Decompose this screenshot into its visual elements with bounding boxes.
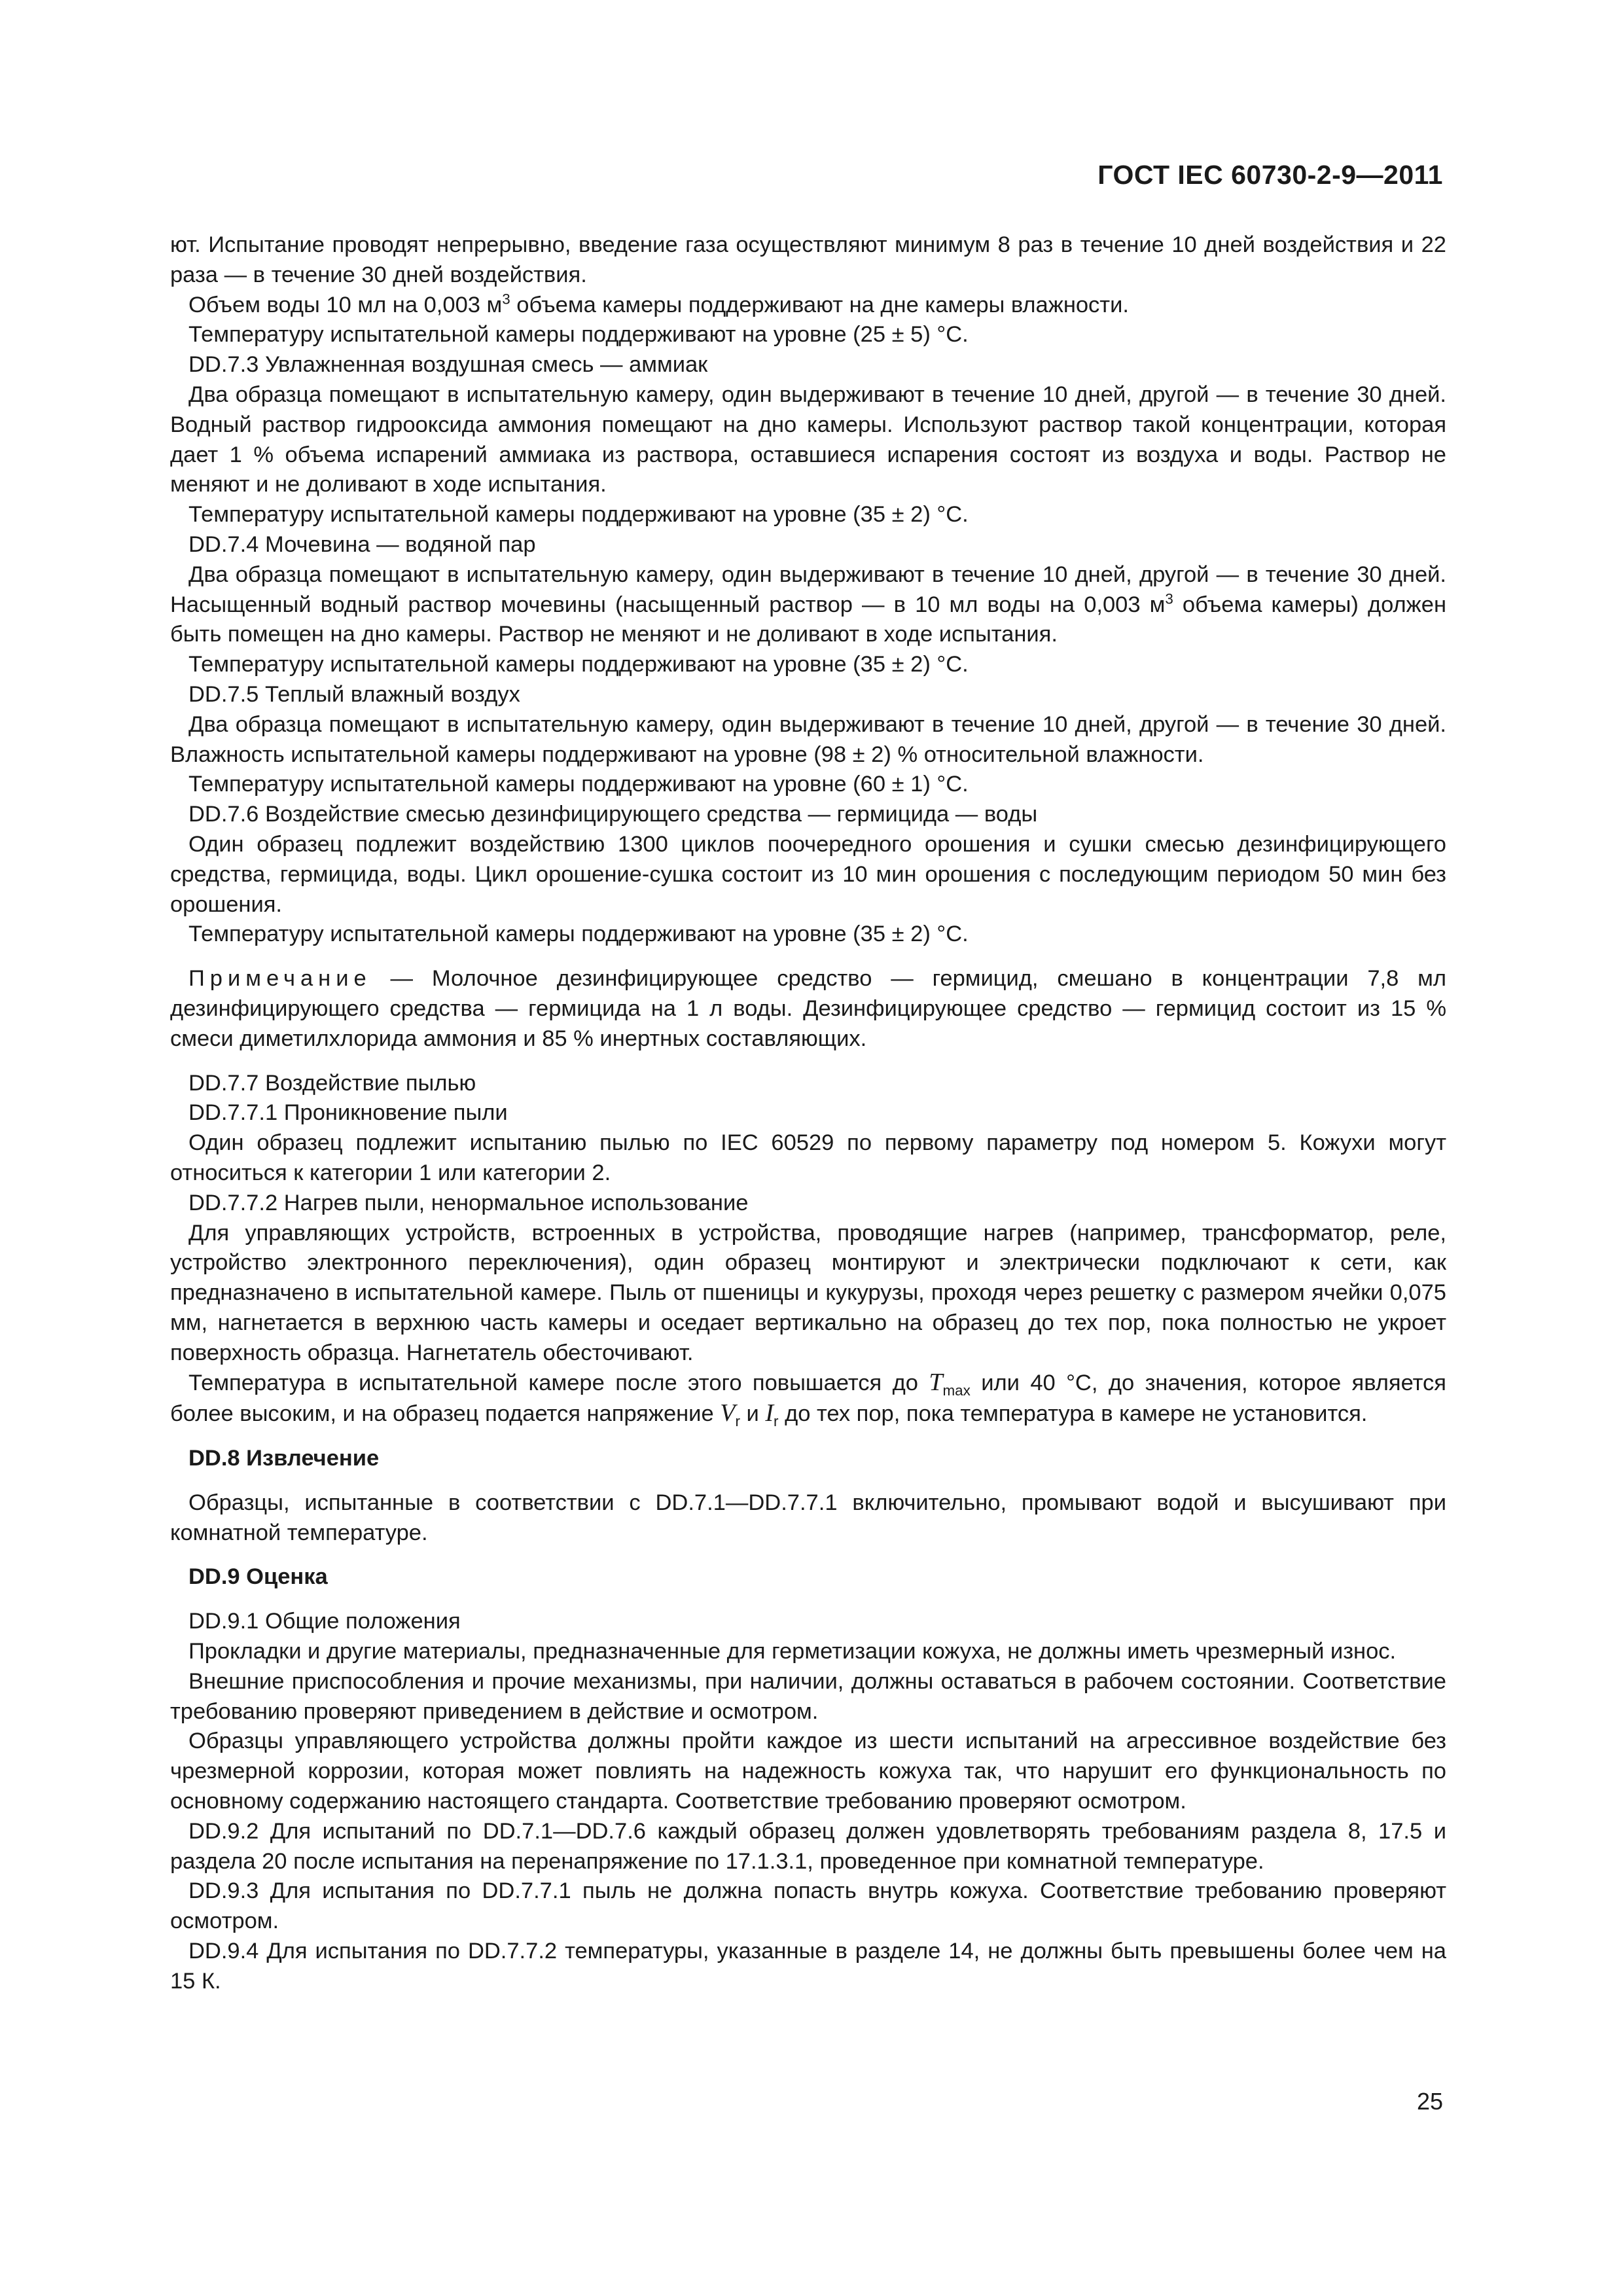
text-run: Два образца помещают в испытательную камеру, один выдерживают в течение 10 дней, другой — в течение 30 дней. Насыщенный водный раствор мочевины (насыщенный раствор — в 10 мл воды на 0,003 м	[170, 562, 1446, 617]
paragraph: Один образец подлежит испытанию пылью по IEC 60529 по первому параметру под номером 5. Кожухи могут относиться к категории 1 или категории 2.	[170, 1130, 1446, 1185]
paragraph: Температуру испытательной камеры поддерживают на уровне (25 ± 5) °С.	[188, 322, 969, 348]
subscript: max	[942, 1382, 971, 1399]
note-label: Примечание	[188, 966, 372, 992]
paragraph: DD.9.3 Для испытания по DD.7.7.1 пыль не должна попасть внутрь кожуха. Соответствие требованию проверяют осмотром.	[170, 1878, 1446, 1934]
section-heading: DD.7.7.1 Проникновение пыли	[188, 1100, 508, 1126]
symbol-v: V	[720, 1399, 736, 1427]
paragraph: Два образца помещают в испытательную камеру, один выдерживают в течение 10 дней, другой — в течение 30 дней. Влажность испытательной камеры поддерживают на уровне (98 ± 2) % относительной влажности.	[170, 711, 1446, 767]
section-title-dd9: DD.9 Оценка	[188, 1564, 328, 1590]
paragraph: Внешние приспособления и прочие механизмы, при наличии, должны оставаться в рабочем состоянии. Соответствие требованию проверяют приведением в действие и осмотром.	[170, 1668, 1446, 1724]
paragraph: Для управляющих устройств, встроенных в устройства, проводящие нагрев (например, трансформатор, реле, устройство электронного переключения), один образец монтируют и электрически подключают к сети, как предназначено в испытательной камере. Пыль от пшеницы и кукурузы, проходя через решетку с размером ячейки 0,075 мм, нагнетается в верхнюю часть камеры и оседает вертикально на образец до тех пор, пока полностью не укроет поверхность образца. Нагнетатель обесточивают.	[170, 1220, 1446, 1365]
text-run: объема камеры) должен быть помещен на дно камеры. Раствор не меняют и не доливают в ходе испытания.	[170, 592, 1446, 647]
paragraph: Температуру испытательной камеры поддерживают на уровне (35 ± 2) °С.	[188, 652, 969, 677]
paragraph: Температуру испытательной камеры поддерживают на уровне (35 ± 2) °С.	[188, 922, 969, 947]
text-run: и	[740, 1401, 766, 1427]
paragraph: Образцы, испытанные в соответствии с DD.7.1—DD.7.7.1 включительно, промывают водой и высушивают при комнатной температуре.	[170, 1490, 1446, 1545]
section-title-dd8: DD.8 Извлечение	[188, 1446, 380, 1471]
paragraph: Образцы управляющего устройства должны пройти каждое из шести испытаний на агрессивное воздействие без чрезмерной коррозии, которая может повлиять на надежность кожуха так, что нарушит его функциональность по основному содержанию настоящего стандарта. Соответствие требованию проверяют осмотром.	[170, 1729, 1446, 1814]
section-heading: DD.7.5 Теплый влажный воздух	[188, 681, 520, 707]
section-heading: DD.7.7 Воздействие пылью	[188, 1070, 476, 1096]
note	[170, 964, 1446, 1054]
note-text: — Молочное дезинфицирующее средство — гермицид, смешано в концентрации 7,8 мл дезинфицирующего средства — гермицида на 1 л воды. Дезинфицирующее средство — гермицид состоит из 15 % смеси диметилхлорида аммония и 85 % инертных составляющих.	[170, 966, 1446, 1051]
section-heading: DD.9.1 Общие положения	[188, 1609, 461, 1634]
paragraph: Прокладки и другие материалы, предназначенные для герметизации кожуха, не должны иметь чрезмерный износ.	[188, 1639, 1397, 1664]
text-run: Объем воды 10 мл на 0,003 м	[188, 292, 503, 317]
symbol-i: I	[765, 1399, 774, 1427]
text-run: до тех пор, пока температура в камере не установится.	[778, 1401, 1368, 1427]
paragraph: DD.9.4 Для испытания по DD.7.7.2 температуры, указанные в разделе 14, не должны быть превышены более чем на 15 К.	[170, 1939, 1446, 1994]
document-body	[170, 230, 1446, 1997]
paragraph: Один образец подлежит воздействию 1300 циклов поочередного орошения и сушки смесью дезинфицирующего средства, гермицида, воды. Цикл орошение-сушка состоит из 10 мин орошения с последующим периодом 50 мин без орошения.	[170, 831, 1446, 917]
superscript: 3	[502, 291, 510, 308]
superscript: 3	[1165, 590, 1173, 607]
paragraph: Температуру испытательной камеры поддерживают на уровне (60 ± 1) °С.	[188, 772, 969, 797]
paragraph	[170, 560, 1446, 650]
page-number: 25	[1416, 2088, 1443, 2115]
paragraph: Температуру испытательной камеры поддерживают на уровне (35 ± 2) °С.	[188, 502, 969, 528]
section-heading: DD.7.3 Увлажненная воздушная смесь — аммиак	[188, 352, 708, 378]
paragraph: ют. Испытание проводят непрерывно, введение газа осуществляют минимум 8 раз в течение 10 дней воздействия и 22 раза — в течение 30 дней воздействия.	[170, 232, 1446, 287]
section-heading: DD.7.4 Мочевина — водяной пар	[188, 531, 536, 557]
symbol-t: T	[929, 1369, 943, 1397]
paragraph: DD.9.2 Для испытаний по DD.7.1—DD.7.6 каждый образец должен удовлетворять требованиям раздела 8, 17.5 и раздела 20 после испытания на перенапряжение по 17.1.3.1, проведенное при комнатной температуре.	[170, 1818, 1446, 1874]
paragraph	[170, 1368, 1446, 1429]
section-heading: DD.7.7.2 Нагрев пыли, ненормальное использование	[188, 1190, 749, 1215]
paragraph: Два образца помещают в испытательную камеру, один выдерживают в течение 10 дней, другой — в течение 30 дней. Водный раствор гидрооксида аммония помещают на дно камеры. Используют раствор такой концентрации, которая дает 1 % объема испарений аммиака из раствора, оставшиеся испарения состоят из воздуха и воды. Раствор не меняют и не доливают в ходе испытания.	[170, 382, 1446, 497]
text-run: объема камеры поддерживают на дне камеры влажности.	[510, 292, 1129, 317]
subscript: r	[735, 1413, 740, 1430]
subscript: r	[774, 1413, 779, 1430]
paragraph	[170, 291, 1446, 321]
text-run: или 40 °С, до значения, которое является более высоким, и на образец подается напряжение	[170, 1371, 1446, 1427]
document-header: ГОСТ IEC 60730-2-9—2011	[1097, 160, 1443, 190]
text-run: Температура в испытательной камере после этого повышается до	[188, 1371, 929, 1396]
section-heading: DD.7.6 Воздействие смесью дезинфицирующего средства — гермицида — воды	[188, 802, 1038, 827]
